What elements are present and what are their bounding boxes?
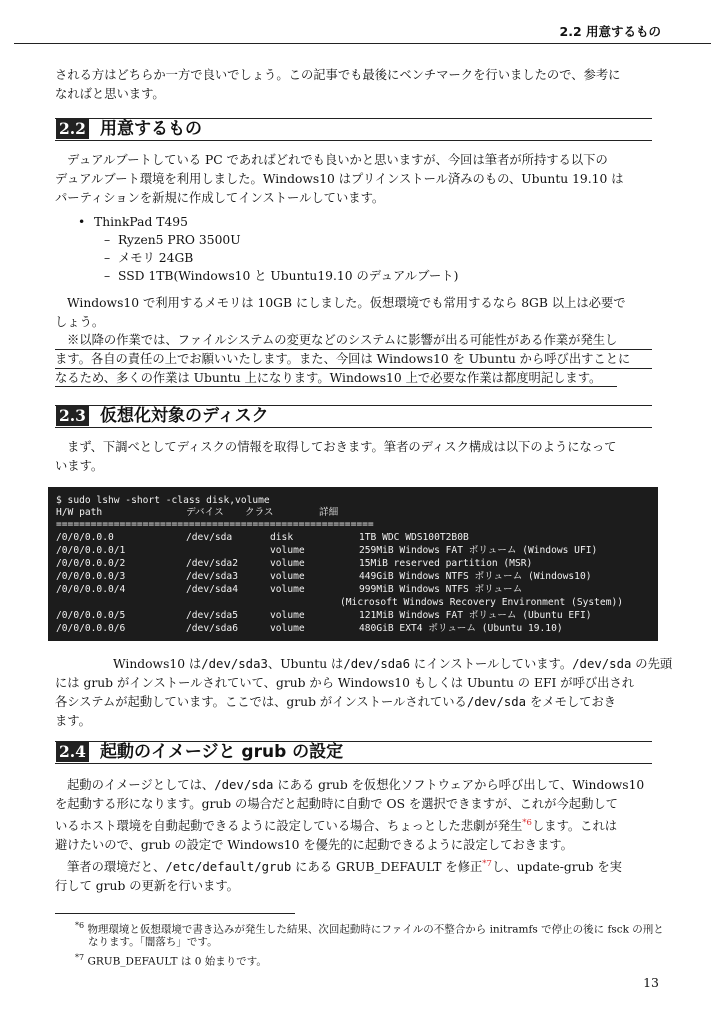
terminal-header: 詳細 (319, 507, 339, 518)
terminal-command: $ sudo lshw -short -class disk,volume (56, 495, 270, 506)
bullet-marker: • (78, 215, 86, 229)
description: 121MiB Windows FAT ボリューム (Ubuntu EFI) (359, 610, 592, 621)
intro-line: なればと思います。 (55, 87, 165, 101)
paragraph-line: 避けたいので、grub の設定で Windows10 を優先的に起動できるように設定しておきます。 (55, 838, 573, 852)
paragraph-line: デュアルブートしている PC であればどれでも良いかと思いますが、今回は筆者が所持する以下の (67, 153, 608, 167)
device: /dev/sda2 (186, 558, 238, 569)
section-2-3-paragraph (55, 438, 652, 476)
note-line: なるため、多くの作業は Ubuntu 上になります。Windows10 上で必要な作業は都度明記します。 (55, 371, 602, 385)
class: volume (270, 584, 305, 595)
paragraph-line: ます。 (55, 714, 91, 728)
section-rule (55, 763, 652, 764)
section-heading-2-4 (55, 741, 652, 763)
disk-explanation-paragraph (55, 655, 673, 731)
description-continued: (Microsoft Windows Recovery Environment (System)) (340, 597, 624, 608)
sub-list-item-label: メモリ 24GB (118, 251, 194, 265)
description: 1TB WDC WDS100T2B0B (359, 532, 469, 543)
section-heading-2-3 (55, 405, 652, 427)
list-item (78, 213, 458, 231)
paragraph-line: パーティションを新規に作成してインストールしています。 (55, 191, 385, 205)
description: 480GiB EXT4 ボリューム (Ubuntu 19.10) (359, 623, 563, 634)
paragraph-line: しょう。 (55, 315, 105, 329)
memory-paragraph (55, 294, 652, 332)
hardware-list (78, 213, 458, 285)
intro-paragraph (55, 66, 652, 104)
footnote-text: GRUB_DEFAULT は 0 始まりです。 (87, 955, 267, 968)
section-title: 起動のイメージと grub の設定 (100, 742, 344, 762)
footnote-mark: *6 (75, 921, 85, 930)
paragraph-line: いるホスト環境を自動起動できるように設定している場合、ちょっとした悲劇が発生$^{*6}$します。これは (55, 818, 618, 833)
description: 259MiB Windows FAT ボリューム (Windows UFI) (359, 545, 598, 556)
section-title: 仮想化対象のディスク (100, 406, 269, 426)
section-heading-2-2 (55, 118, 652, 140)
paragraph-line: 筆者の環境だと、/etc/default/grub にある GRUB_DEFAULT を修正$^{*7}$し、update-grub を実 (67, 859, 622, 874)
note-line: ※以降の作業では、ファイルシステムの変更などのシステムに影響が出る可能性がある作業が発生し (67, 333, 618, 347)
class: volume (270, 571, 305, 582)
description: 449GiB Windows NTFS ボリューム (Windows10) (359, 571, 592, 582)
section-2-4-paragraph (55, 776, 652, 896)
device: /dev/sda (186, 532, 233, 543)
sub-list-item-label: SSD 1TB(Windows10 と Ubuntu19.10 のデュアルブート) (118, 269, 459, 283)
header-rule (14, 43, 711, 44)
terminal-header: クラス (245, 507, 274, 518)
dash-marker: – (104, 233, 111, 247)
paragraph-line: Windows10 で利用するメモリは 10GB にしました。仮想環境でも常用するなら 8GB 以上は必要で (67, 296, 626, 310)
sub-list-item (78, 231, 458, 249)
dash-marker: – (104, 251, 111, 265)
hw-path: /0/0/0.0.0/2 (56, 558, 126, 569)
footnote-ref[interactable]: *6 (522, 818, 532, 828)
paragraph-line: 行して grub の更新を行います。 (55, 879, 239, 893)
class: volume (270, 623, 305, 634)
device: /dev/sda6 (186, 623, 238, 634)
footnote-mark: *7 (75, 953, 85, 962)
sub-list-item (78, 267, 458, 285)
hw-path: /0/0/0.0.0/4 (56, 584, 126, 595)
terminal-output (48, 487, 658, 641)
footnote-6-continued: なります。「闇落ち」です。 (88, 936, 218, 948)
intro-line: される方はどちらか一方で良いでしょう。この記事でも最後にベンチマークを行いましたので、参考に (55, 68, 621, 82)
footnote-ref[interactable]: *7 (482, 859, 492, 869)
class: disk (270, 532, 294, 543)
section-rule (55, 140, 652, 141)
note-line: ます。各自の責任の上でお願いいたします。また、今回は Windows10 を Ubuntu から呼び出すことに (55, 352, 631, 366)
warning-note (55, 333, 652, 385)
section-number: 2.4 (56, 742, 89, 762)
hw-path: /0/0/0.0.0 (56, 532, 114, 543)
sub-list-item-label: Ryzen5 PRO 3500U (118, 233, 241, 247)
footnote-text: 物理環境と仮想環境で書き込みが発生した結果、次回起動時にファイルの不整合から initramfs で停止の後に fsck の刑と (87, 923, 664, 936)
device: /dev/sda4 (186, 584, 238, 595)
paragraph-line: を起動する形になります。grub の場合だと起動時に自動で OS を選択できますが、これが今起動して (55, 797, 618, 811)
class: volume (270, 545, 305, 556)
running-header (0, 20, 725, 44)
terminal-separator: ======================================================= (56, 519, 374, 530)
dash-marker: – (104, 269, 111, 283)
paragraph-line: 起動のイメージとしては、/dev/sda にある grub を仮想化ソフトウェアから呼び出して、Windows10 (67, 778, 645, 792)
note-text (55, 331, 652, 388)
section-title: 用意するもの (100, 119, 202, 139)
terminal-header: デバイス (186, 507, 224, 518)
class: volume (270, 558, 305, 569)
hw-path: /0/0/0.0.0/5 (56, 610, 126, 621)
paragraph-line: 各システムが起動しています。ここでは、grub がインストールされている/dev/sda をメモしておき (55, 695, 617, 709)
description: 999MiB Windows NTFS ボリューム (359, 584, 523, 595)
device: /dev/sda5 (186, 610, 238, 621)
terminal-header: H/W path (56, 507, 103, 518)
section-rule (55, 427, 652, 428)
page-number: 13 (643, 975, 659, 990)
paragraph-line: Windows10 は/dev/sda3、Ubuntu は/dev/sda6 にインストールしています。/dev/sda の先頭 (113, 657, 673, 671)
paragraph-line: デュアルブート環境を利用しました。Windows10 はプリインストール済みのもの、Ubuntu 19.10 は (55, 172, 624, 186)
footnote-7 (75, 950, 267, 970)
list-item-label: ThinkPad T495 (94, 215, 188, 229)
section-number: 2.3 (56, 406, 89, 426)
class: volume (270, 610, 305, 621)
description: 15MiB reserved partition (MSR) (359, 558, 533, 569)
hw-path: /0/0/0.0.0/1 (56, 545, 126, 556)
hw-path: /0/0/0.0.0/3 (56, 571, 126, 582)
sub-list-item (78, 249, 458, 267)
running-header-title: 2.2 用意するもの (559, 24, 661, 39)
paragraph-line: まず、下調べとしてディスクの情報を取得しておきます。筆者のディスク構成は以下のようになって (67, 440, 617, 454)
paragraph-line: います。 (55, 459, 104, 473)
section-number: 2.2 (56, 119, 89, 139)
hw-path: /0/0/0.0.0/6 (56, 623, 126, 634)
paragraph-line: には grub がインストールされていて、grub から Windows10 もしくは Ubuntu の EFI が呼び出され (55, 676, 635, 690)
device: /dev/sda3 (186, 571, 238, 582)
footnote-rule (55, 913, 295, 914)
section-2-2-paragraph (55, 151, 652, 208)
